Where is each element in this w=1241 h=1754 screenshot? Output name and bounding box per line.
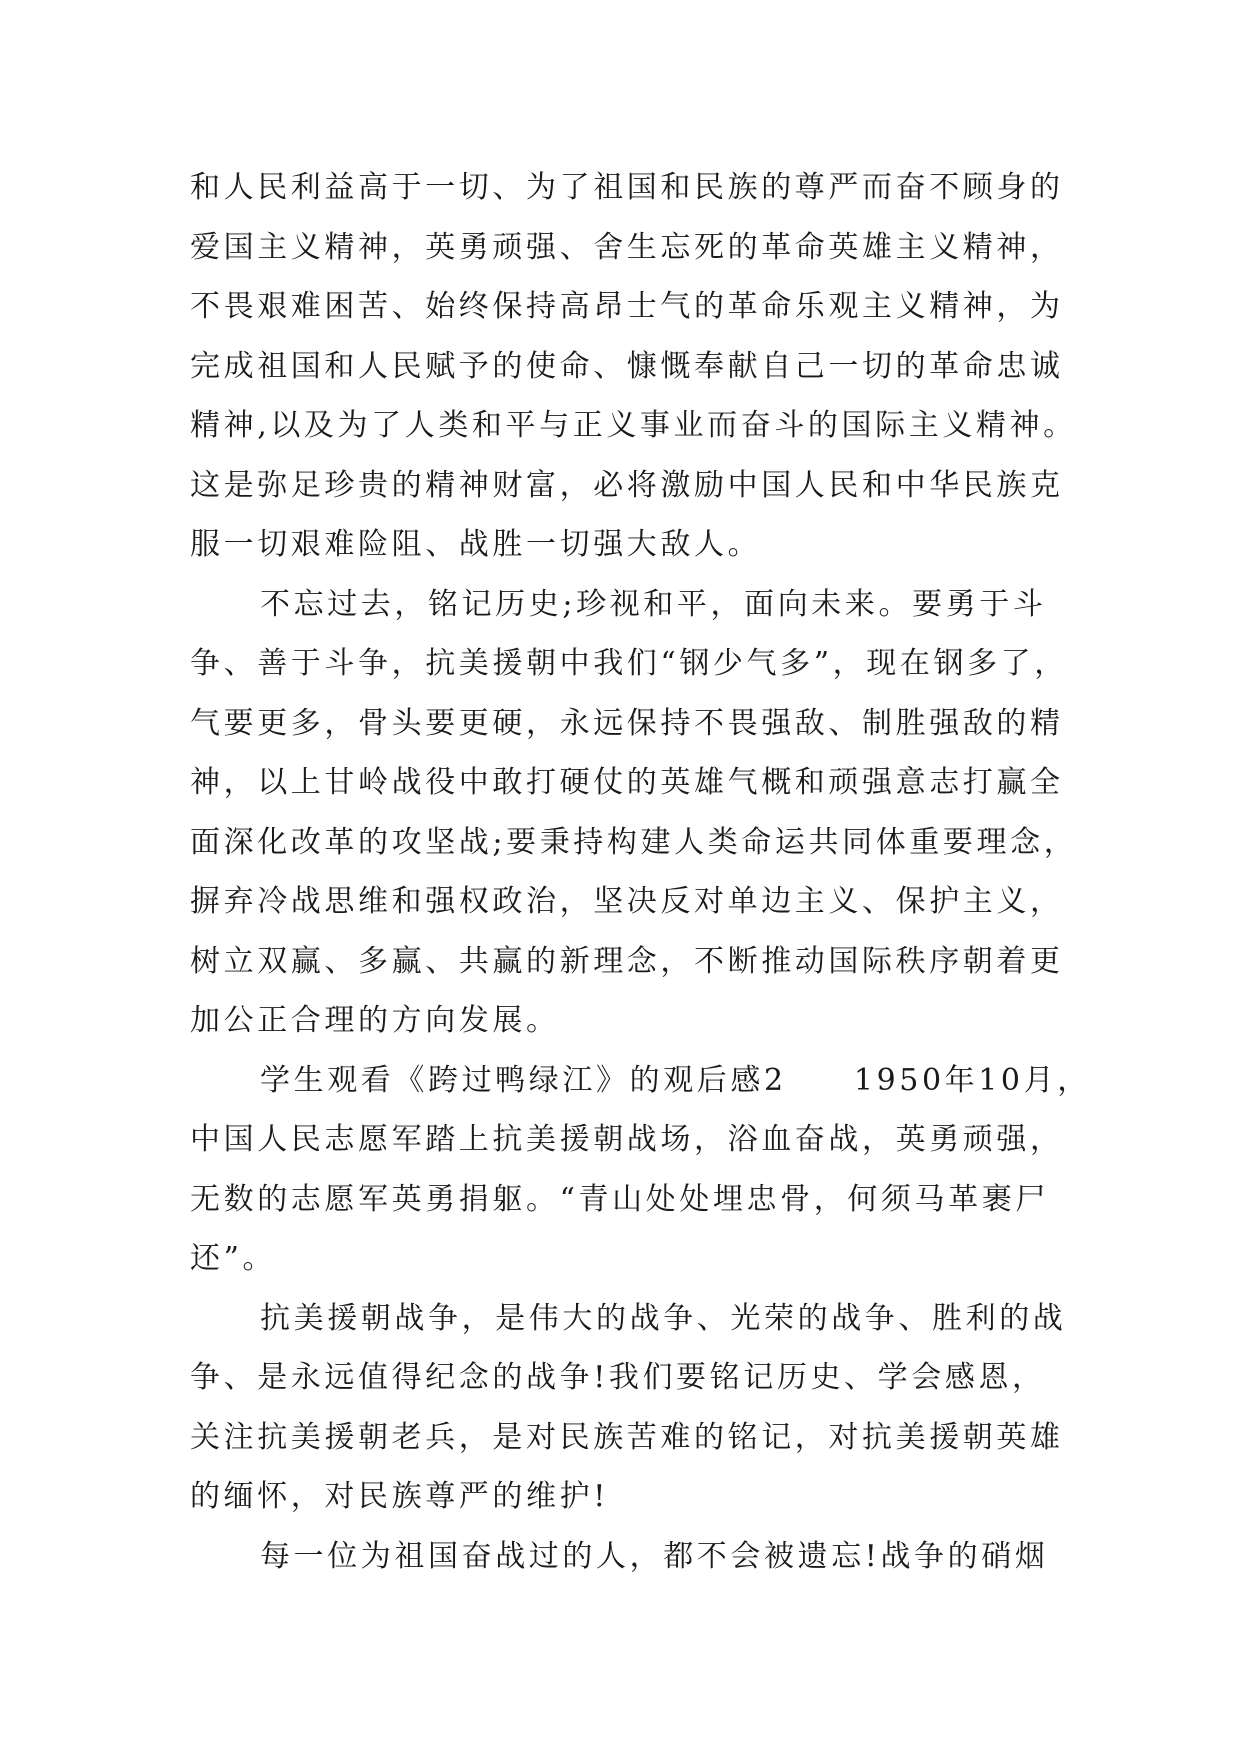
text-line: 关注抗美援朝老兵，是对民族苦难的铭记，对抗美援朝英雄	[190, 1419, 1064, 1455]
text-line: 还”。	[190, 1241, 277, 1276]
text-line: 服一切艰难险阻、战胜一切强大敌人。	[190, 527, 762, 562]
text-line: 每一位为祖国奋战过的人，都不会被遗忘!战争的硝烟	[260, 1538, 1049, 1574]
paragraph-3	[190, 1051, 1091, 1289]
text-line: 神，以上甘岭战役中敢打硬仗的英雄气概和顽强意志打赢全	[190, 765, 1064, 800]
text-line: 不忘过去，铭记历史;珍视和平，面向未来。要勇于斗	[260, 586, 1047, 622]
text-line: 和人民利益高于一切、为了祖国和民族的尊严而奋不顾身的	[190, 170, 1064, 205]
paragraph-2	[190, 575, 1078, 1051]
text-line: 的缅怀，对民族尊严的维护!	[190, 1479, 609, 1514]
text-line: 中国人民志愿军踏上抗美援朝战场，浴血奋战，英勇顽强，	[190, 1122, 1064, 1157]
document-body	[190, 158, 1091, 1586]
text-line: 加公正合理的方向发展。	[190, 1003, 560, 1038]
paragraph-1	[190, 158, 1077, 575]
text-line: 不畏艰难困苦、始终保持高昂士气的革命乐观主义精神，为	[190, 289, 1064, 324]
text-line: 树立双赢、多赢、共赢的新理念，不断推动国际秩序朝着更	[190, 943, 1064, 979]
text-line: 这是弥足珍贵的精神财富，必将激励中国人民和中华民族克	[190, 467, 1064, 503]
text-line: 摒弃冷战思维和强权政治，坚决反对单边主义、保护主义，	[190, 884, 1064, 919]
text-line: 无数的志愿军英勇捐躯。“青山处处埋忠骨，何须马革裹尸	[190, 1181, 1049, 1217]
text-line: 抗美援朝战争，是伟大的战争、光荣的战争、胜利的战	[260, 1300, 1067, 1336]
text-line: 争、善于斗争，抗美援朝中我们“钢少气多”，现在钢多了，	[190, 646, 1068, 681]
text-line: 爱国主义精神，英勇顽强、舍生忘死的革命英雄主义精神，	[190, 229, 1064, 265]
paragraph-4	[190, 1289, 1067, 1527]
text-line: 学生观看《跨过鸭绿江》的观后感2 1950年10月，	[260, 1062, 1091, 1098]
text-line: 争、是永远值得纪念的战争!我们要铭记历史、学会感恩，	[190, 1360, 1046, 1395]
text-line: 完成祖国和人民赋予的使命、慷慨奉献自己一切的革命忠诚	[190, 348, 1064, 384]
text-line: 精神,以及为了人类和平与正义事业而奋斗的国际主义精神。	[190, 408, 1077, 443]
text-line: 气要更多，骨头要更硬，永远保持不畏强敌、制胜强敌的精	[190, 705, 1064, 741]
paragraph-5	[190, 1527, 1060, 1587]
text-line: 面深化改革的攻坚战;要秉持构建人类命运共同体重要理念，	[190, 824, 1078, 860]
